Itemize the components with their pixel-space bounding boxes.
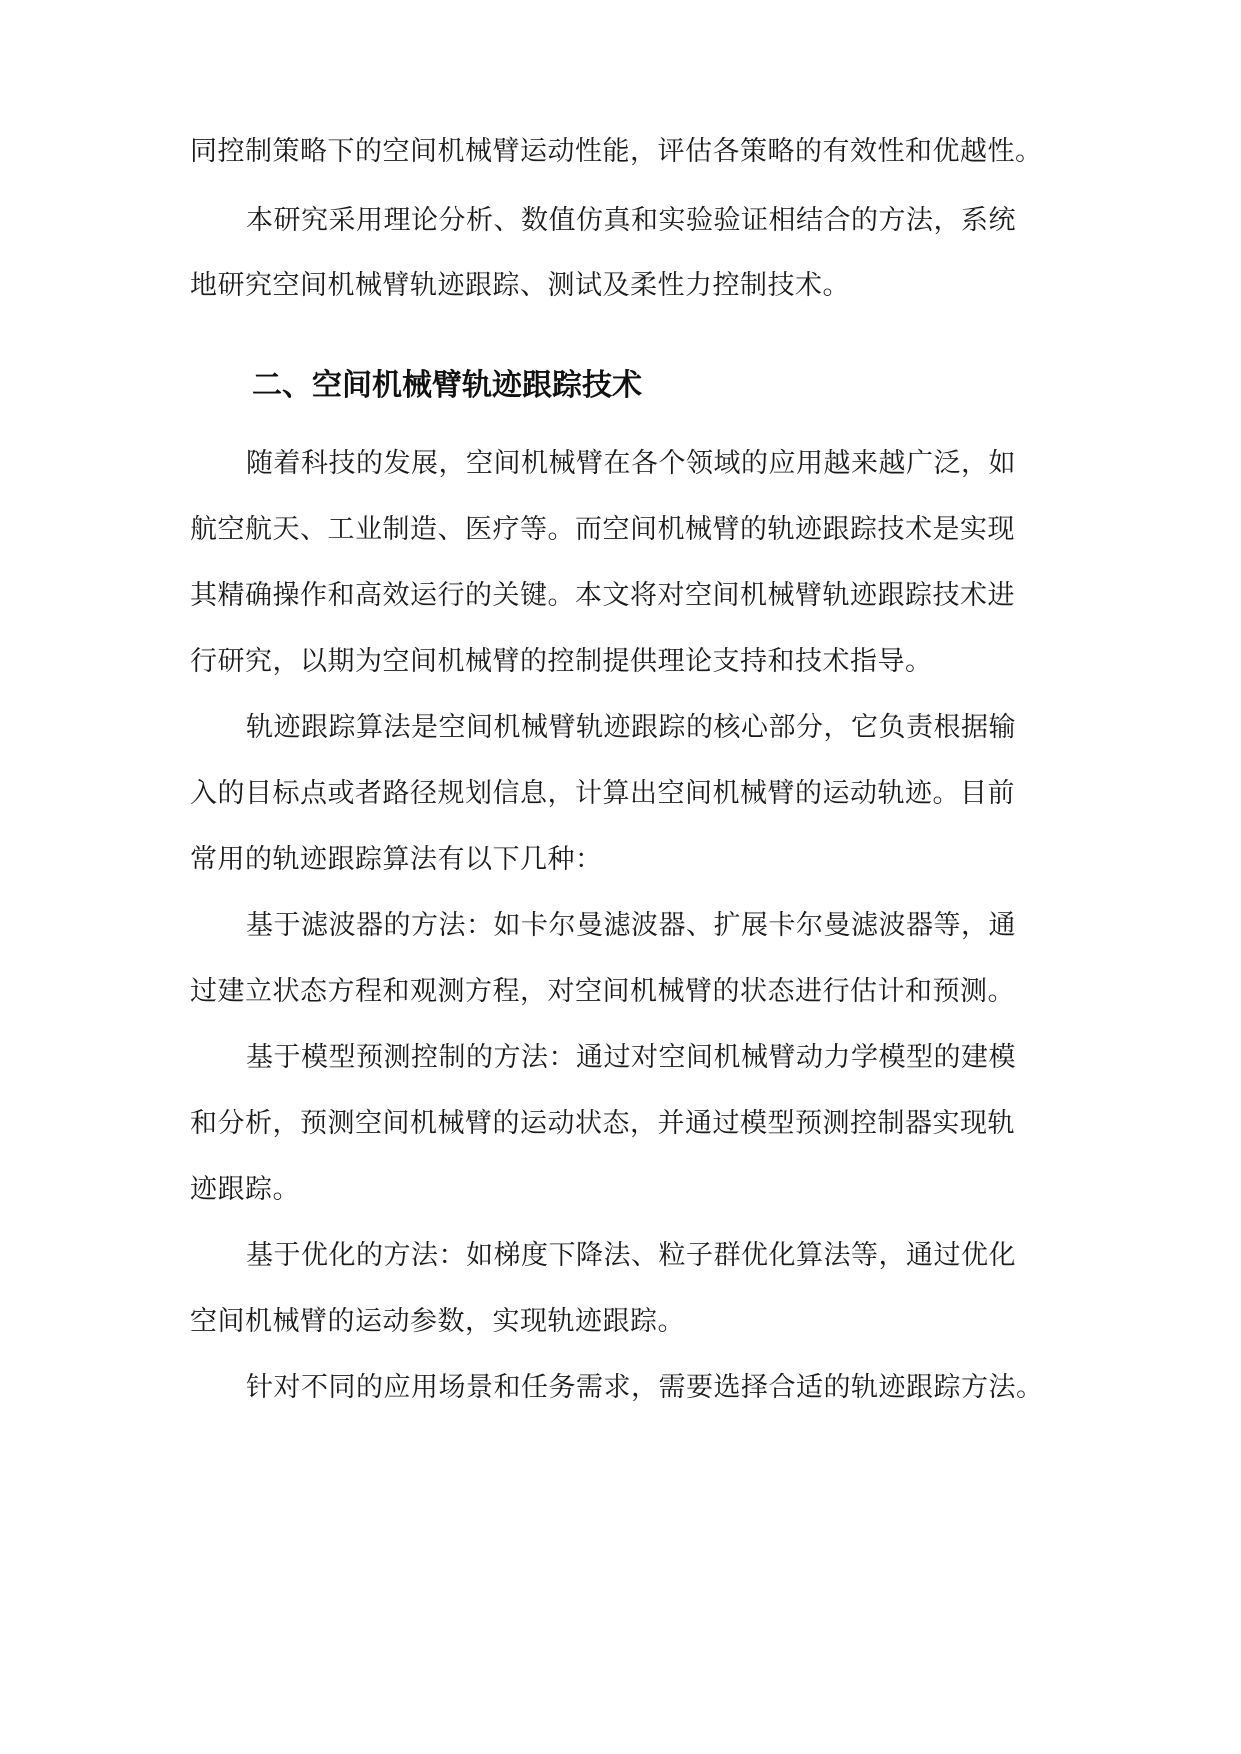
text-line: 基于滤波器的方法：如卡尔曼滤波器、扩展卡尔曼滤波器等，通 xyxy=(246,910,1016,941)
text-line: 基于模型预测控制的方法：通过对空间机械臂动力学模型的建模 xyxy=(246,1042,1016,1073)
text-line: 本研究采用理论分析、数值仿真和实验验证相结合的方法，系统 xyxy=(246,205,1016,236)
text-line: 入的目标点或者路径规划信息，计算出空间机械臂的运动轨迹。目前 xyxy=(190,778,1015,809)
text-line: 其精确操作和高效运行的关键。本文将对空间机械臂轨迹跟踪技术进 xyxy=(190,580,1015,611)
text-line: 地研究空间机械臂轨迹跟踪、测试及柔性力控制技术。 xyxy=(190,270,850,301)
text-line: 行研究，以期为空间机械臂的控制提供理论支持和技术指导。 xyxy=(190,646,933,677)
text-line: 同控制策略下的空间机械臂运动性能，评估各策略的有效性和优越性。 xyxy=(190,136,1043,167)
text-line: 随着科技的发展，空间机械臂在各个领域的应用越来越广泛，如 xyxy=(246,448,1016,479)
section-heading: 二、空间机械臂轨迹跟踪技术 xyxy=(252,368,642,403)
text-line: 过建立状态方程和观测方程，对空间机械臂的状态进行估计和预测。 xyxy=(190,976,1015,1007)
text-line: 轨迹跟踪算法是空间机械臂轨迹跟踪的核心部分，它负责根据输 xyxy=(246,712,1016,743)
text-line: 和分析，预测空间机械臂的运动状态，并通过模型预测控制器实现轨 xyxy=(190,1108,1015,1139)
text-line: 常用的轨迹跟踪算法有以下几种： xyxy=(190,844,603,875)
text-line: 基于优化的方法：如梯度下降法、粒子群优化算法等，通过优化 xyxy=(246,1240,1016,1271)
text-line: 迹跟踪。 xyxy=(190,1174,300,1205)
text-line: 航空航天、工业制造、医疗等。而空间机械臂的轨迹跟踪技术是实现 xyxy=(190,514,1015,545)
text-line: 空间机械臂的运动参数，实现轨迹跟踪。 xyxy=(190,1306,685,1337)
text-line: 针对不同的应用场景和任务需求，需要选择合适的轨迹跟踪方法。 xyxy=(246,1372,1044,1403)
